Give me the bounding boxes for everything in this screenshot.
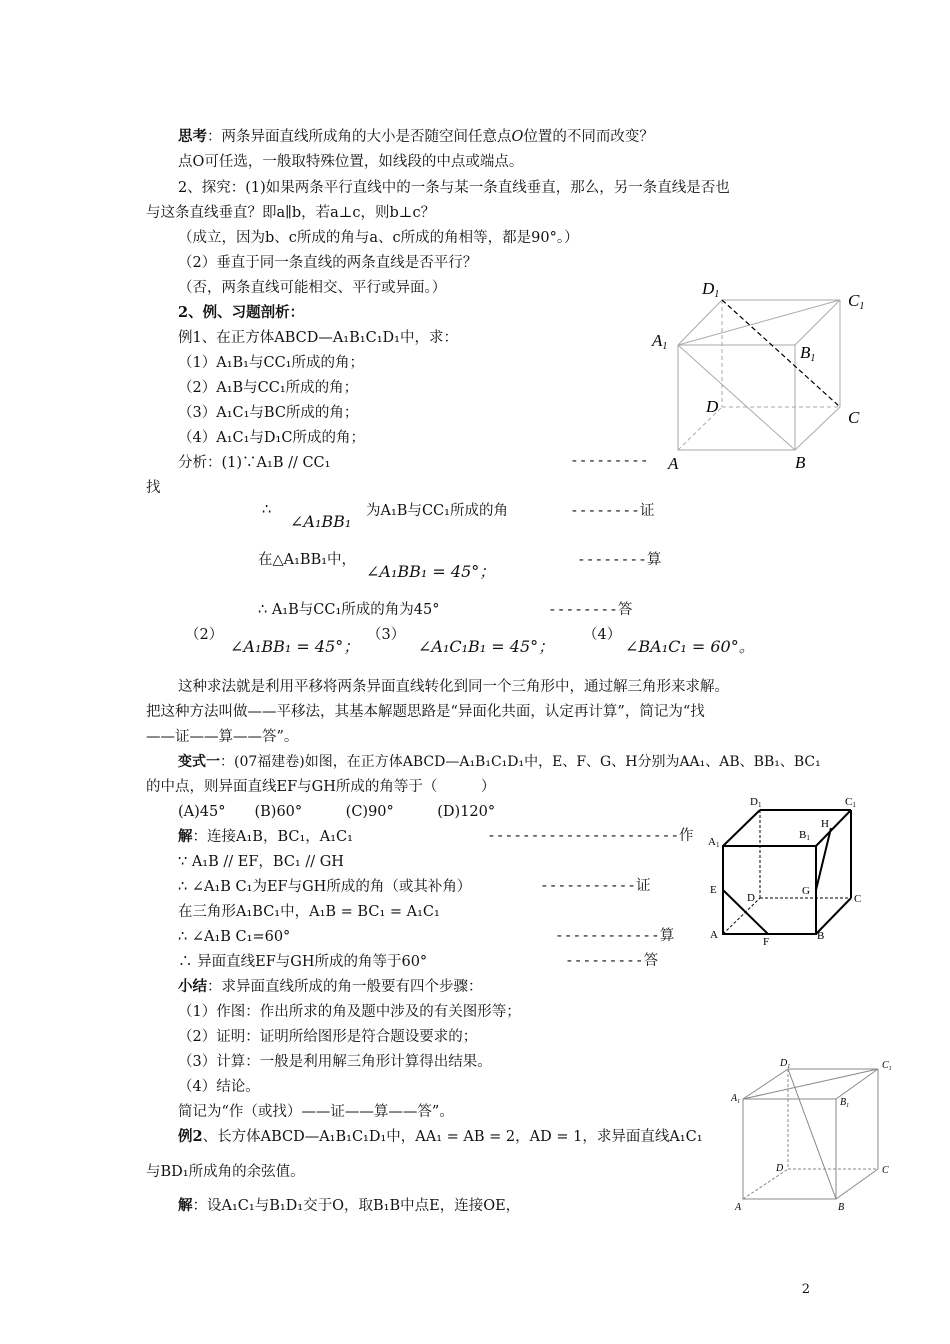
vertex-label-D: D bbox=[706, 397, 719, 416]
vertex-label-D1: $D_1$ bbox=[780, 1058, 791, 1070]
vertex-label-C1: C1 bbox=[848, 291, 865, 312]
summary-title: 小结：求异面直线所成的角一般要有四个步骤： bbox=[178, 978, 483, 995]
variant1-options: (A)45° (B)60° (C)90° (D)120° bbox=[178, 804, 496, 820]
vertex-label-B1: B1 bbox=[800, 343, 816, 364]
cube-figure-example1 bbox=[650, 275, 865, 475]
solution-line1: 解：连接A₁B，BC₁，A₁C₁ bbox=[178, 828, 353, 845]
result-4-value: ∠BA₁C₁ = 60°。 bbox=[625, 637, 755, 656]
vertex-label-B1: B1 bbox=[799, 829, 810, 842]
analysis-find-word: 找 bbox=[146, 480, 161, 496]
vertex-label-A: A bbox=[735, 1202, 742, 1213]
point-label-H: H bbox=[821, 818, 829, 830]
analysis-line1-marker: --------- bbox=[570, 453, 649, 469]
angle-expression-2: ∠A₁BB₁ = 45°； bbox=[366, 562, 496, 581]
vertex-label-A1: A1 bbox=[708, 836, 720, 849]
solution-line1-marker: ----------------------作 bbox=[487, 828, 694, 844]
result-2-label: （2） bbox=[185, 627, 224, 643]
analysis-answer-marker: --------答 bbox=[548, 602, 633, 618]
angle-expression-1: ∠A₁BB₁ bbox=[290, 512, 352, 531]
vertex-label-C: C bbox=[848, 408, 860, 427]
box-figure-example2 bbox=[728, 1057, 908, 1217]
therefore-symbol-1: ∴ bbox=[262, 502, 272, 518]
explore-a2: （否，两条直线可能相交、平行或异面。） bbox=[178, 280, 447, 296]
section-heading-examples: 2、例、习题剖析： bbox=[178, 304, 305, 321]
solution-line4: 在三角形A₁BC₁中，A₁B = BC₁ = A₁C₁ bbox=[178, 904, 440, 920]
method-paragraph-3: ——证——算——答”。 bbox=[146, 729, 299, 745]
point-label-G: G bbox=[802, 885, 810, 897]
vertex-label-C1: C1 bbox=[845, 796, 856, 809]
explore-q1-cont: 与这条直线垂直？即a∥b，若a⊥c，则b⊥c？ bbox=[146, 205, 436, 221]
explore-q1: 2、探究：(1)如果两条平行直线中的一条与某一条直线垂直，那么，另一条直线是否也 bbox=[178, 180, 730, 196]
summary-step2: （2）证明：证明所给图形是符合题设要求的； bbox=[178, 1029, 478, 1045]
summary-shorthand: 简记为“作（或找）——证——算——答”。 bbox=[178, 1104, 454, 1120]
vertex-label-A1: $A_1$ bbox=[731, 1093, 741, 1105]
think-answer: 点O可任选，一般取特殊位置，如线段的中点或端点。 bbox=[178, 154, 524, 170]
example1-item3: （3）A₁C₁与BC所成的角； bbox=[178, 405, 359, 421]
example1-title: 例1、在正方体ABCD—A₁B₁C₁D₁中，求： bbox=[178, 330, 458, 346]
solution-line5: ∴ ∠A₁B C₁=60° bbox=[178, 929, 291, 945]
summary-step4: （4）结论。 bbox=[178, 1079, 260, 1095]
vertex-label-C: C bbox=[882, 1165, 889, 1176]
think-question: 思考：两条异面直线所成角的大小是否随空间任意点O位置的不同而改变？ bbox=[178, 128, 654, 145]
example1-item2: （2）A₁B与CC₁所成的角； bbox=[178, 380, 359, 396]
result-2-value: ∠A₁BB₁ = 45°； bbox=[230, 637, 360, 656]
solution-line6-marker: ---------答 bbox=[565, 953, 659, 969]
example2-title: 例2、长方体ABCD—A₁B₁C₁D₁中，AA₁ = AB = 2，AD = 1，求异面直线A₁C₁ bbox=[178, 1128, 703, 1145]
cube-figure-variant1 bbox=[705, 790, 865, 950]
explore-a1: （成立，因为b、c所成的角与a、c所成的角相等，都是90°。） bbox=[178, 230, 579, 246]
method-paragraph-1: 这种求法就是利用平移将两条异面直线转化到同一个三角形中，通过解三角形来求解。 bbox=[178, 679, 729, 695]
analysis-prove-marker: --------证 bbox=[570, 503, 655, 519]
summary-step1: （1）作图：作出所求的角及题中涉及的有关图形等； bbox=[178, 1004, 521, 1020]
explore-q2: （2）垂直于同一条直线的两条直线是否平行？ bbox=[178, 255, 478, 271]
analysis-answer: ∴ A₁B与CC₁所成的角为45° bbox=[258, 602, 440, 618]
vertex-label-A1: A1 bbox=[652, 331, 668, 352]
analysis-compute-marker: --------算 bbox=[577, 552, 662, 568]
vertex-label-A: A bbox=[668, 454, 679, 473]
point-label-E: E bbox=[710, 884, 717, 896]
vertex-label-D1: D1 bbox=[702, 279, 720, 300]
result-3-label: （3） bbox=[367, 627, 406, 643]
result-3-value: ∠A₁C₁B₁ = 45°； bbox=[418, 637, 555, 656]
variant1-question: 的中点，则异面直线EF与GH所成的角等于（ ） bbox=[146, 779, 496, 795]
vertex-label-C: C bbox=[854, 893, 862, 905]
vertex-label-B: B bbox=[817, 930, 825, 942]
example1-item1: （1）A₁B₁与CC₁所成的角； bbox=[178, 355, 364, 371]
result-4-label: （4） bbox=[583, 627, 622, 643]
example1-item4: （4）A₁C₁与D₁C所成的角； bbox=[178, 430, 365, 446]
example2-question: 与BD₁所成角的余弦值。 bbox=[146, 1164, 305, 1180]
vertex-label-A: A bbox=[710, 929, 718, 941]
summary-step3: （3）计算：一般是利用解三角形计算得出结果。 bbox=[178, 1054, 492, 1070]
vertex-label-D1: D1 bbox=[750, 796, 762, 809]
vertex-label-D: D bbox=[747, 892, 755, 904]
page-number: 2 bbox=[801, 1282, 810, 1297]
vertex-label-D: D bbox=[776, 1163, 784, 1174]
solution-line6: ∴ 异面直线EF与GH所成的角等于60° bbox=[178, 954, 428, 970]
vertex-label-B1: $B_1$ bbox=[840, 1097, 850, 1109]
vertex-label-B: B bbox=[795, 453, 806, 472]
vertex-label-C1: $C_1$ bbox=[882, 1060, 892, 1072]
solution-line3: ∴ ∠A₁B C₁为EF与GH所成的角（或其补角） bbox=[178, 879, 472, 895]
analysis-prove-text: 为A₁B与CC₁所成的角 bbox=[366, 503, 508, 519]
analysis-triangle-text: 在△A₁BB₁中， bbox=[258, 552, 357, 568]
point-label-F: F bbox=[763, 936, 770, 948]
solution-line2: ∵ A₁B // EF，BC₁ // GH bbox=[178, 854, 344, 870]
method-paragraph-2: 把这种方法叫做——平移法，其基本解题思路是“异面化共面，认定再计算”，简记为“找 bbox=[146, 704, 705, 720]
vertex-label-B: B bbox=[838, 1202, 845, 1213]
solution-line5-marker: ------------算 bbox=[555, 928, 675, 944]
analysis-line1: 分析：(1)∵A₁B // CC₁ bbox=[178, 455, 331, 471]
variant1-title: 变式一：(07福建卷)如图，在正方体ABCD—A₁B₁C₁D₁中，E、F、G、H分别为AA₁、AB、BB₁、BC₁ bbox=[178, 754, 821, 770]
solution-line3-marker: -----------证 bbox=[540, 878, 651, 894]
example2-solution-start: 解：设A₁C₁与B₁D₁交于O，取B₁B中点E，连接OE， bbox=[178, 1197, 521, 1214]
